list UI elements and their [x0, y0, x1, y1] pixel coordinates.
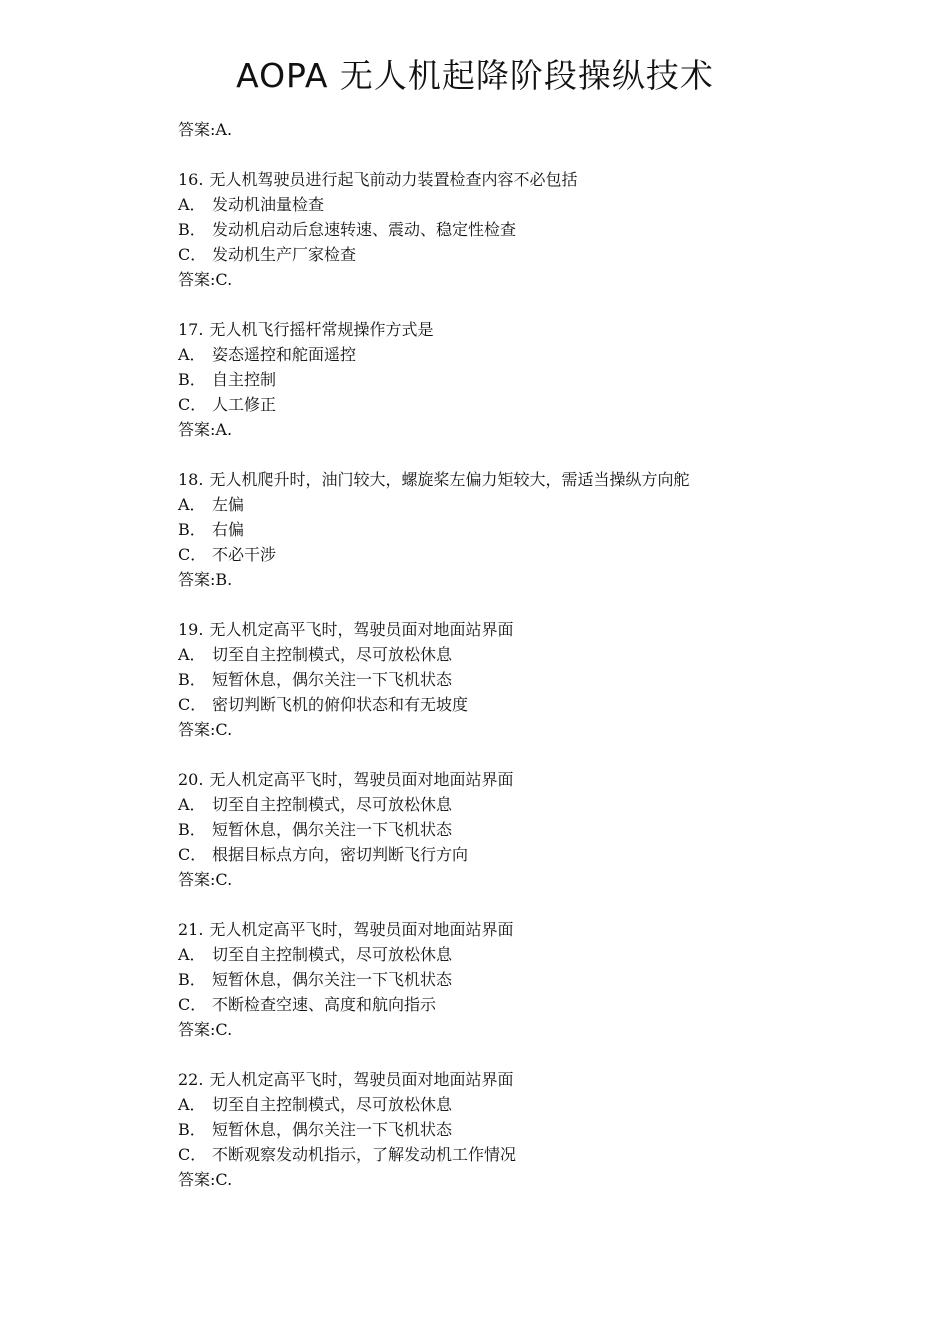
option-b: [178, 217, 878, 242]
option-text: 切至自主控制模式，尽可放松休息: [212, 645, 453, 664]
question-stem: [178, 317, 878, 342]
option-a: [178, 192, 878, 217]
option-a: [178, 342, 878, 367]
question-stem: [178, 617, 878, 642]
option-c: [178, 1142, 878, 1167]
option-letter: B．: [178, 820, 206, 839]
option-a: [178, 1092, 878, 1117]
document-body: [178, 117, 878, 1192]
answer-line: 答案:B.: [178, 570, 233, 589]
question-stem: [178, 767, 878, 792]
option-b: [178, 1117, 878, 1142]
option-c: [178, 992, 878, 1017]
option-text: 左偏: [212, 495, 245, 514]
option-letter: A．: [178, 945, 206, 964]
option-a: [178, 942, 878, 967]
option-a: [178, 492, 878, 517]
answer-line: 答案:C.: [178, 1020, 233, 1039]
leading-answer: 答案:A.: [178, 120, 233, 139]
option-text: 短暂休息，偶尔关注一下飞机状态: [212, 670, 453, 689]
question-17: [178, 317, 878, 442]
option-c: [178, 842, 878, 867]
option-letter: A．: [178, 795, 206, 814]
question-number: 19.: [178, 620, 204, 639]
option-text: 不断检查空速、高度和航向指示: [212, 995, 437, 1014]
question-22: [178, 1067, 878, 1192]
option-letter: A．: [178, 495, 206, 514]
question-text: 无人机定高平飞时，驾驶员面对地面站界面: [209, 770, 514, 789]
option-c: [178, 542, 878, 567]
option-letter: B．: [178, 970, 206, 989]
option-letter: A．: [178, 1095, 206, 1114]
question-number: 18.: [178, 470, 204, 489]
option-text: 自主控制: [212, 370, 277, 389]
answer-line: 答案:C.: [178, 870, 233, 889]
option-text: 切至自主控制模式，尽可放松休息: [212, 795, 453, 814]
question-stem: [178, 167, 878, 192]
option-text: 短暂休息，偶尔关注一下飞机状态: [212, 1120, 453, 1139]
question-number: 22.: [178, 1070, 204, 1089]
question-text: 无人机驾驶员进行起飞前动力装置检查内容不必包括: [209, 170, 578, 189]
option-letter: B．: [178, 220, 206, 239]
option-c: [178, 392, 878, 417]
option-letter: C．: [178, 1145, 207, 1164]
answer-line: 答案:C.: [178, 720, 233, 739]
option-text: 发动机油量检查: [212, 195, 325, 214]
question-text: 无人机爬升时，油门较大，螺旋桨左偏力矩较大，需适当操纵方向舵: [209, 470, 690, 489]
option-text: 根据目标点方向，密切判断飞行方向: [212, 845, 469, 864]
answer-line: 答案:C.: [178, 1170, 233, 1189]
page-title: AOPA 无人机起降阶段操纵技术: [236, 56, 714, 95]
option-letter: C．: [178, 695, 207, 714]
option-text: 姿态遥控和舵面遥控: [212, 345, 357, 364]
option-b: [178, 517, 878, 542]
option-text: 切至自主控制模式，尽可放松休息: [212, 1095, 453, 1114]
option-letter: A．: [178, 345, 206, 364]
option-letter: A．: [178, 195, 206, 214]
question-16: [178, 167, 878, 292]
option-text: 发动机生产厂家检查: [212, 245, 357, 264]
question-number: 16.: [178, 170, 204, 189]
option-c: [178, 692, 878, 717]
option-text: 右偏: [212, 520, 245, 539]
question-text: 无人机飞行摇杆常规操作方式是: [209, 320, 434, 339]
option-text: 人工修正: [212, 395, 277, 414]
question-number: 20.: [178, 770, 204, 789]
option-letter: C．: [178, 245, 207, 264]
option-b: [178, 817, 878, 842]
option-letter: B．: [178, 520, 206, 539]
option-text: 密切判断飞机的俯仰状态和有无坡度: [212, 695, 469, 714]
option-letter: C．: [178, 845, 207, 864]
question-19: [178, 617, 878, 742]
option-letter: C．: [178, 995, 207, 1014]
option-letter: B．: [178, 670, 206, 689]
question-number: 21.: [178, 920, 204, 939]
question-20: [178, 767, 878, 892]
option-letter: C．: [178, 395, 207, 414]
question-number: 17.: [178, 320, 204, 339]
question-text: 无人机定高平飞时，驾驶员面对地面站界面: [209, 620, 514, 639]
question-stem: [178, 917, 878, 942]
option-a: [178, 642, 878, 667]
option-b: [178, 967, 878, 992]
option-text: 不必干涉: [212, 545, 277, 564]
option-b: [178, 367, 878, 392]
option-text: 不断观察发动机指示，了解发动机工作情况: [212, 1145, 517, 1164]
option-letter: A．: [178, 645, 206, 664]
option-text: 切至自主控制模式，尽可放松休息: [212, 945, 453, 964]
question-18: [178, 467, 878, 592]
question-21: [178, 917, 878, 1042]
question-text: 无人机定高平飞时，驾驶员面对地面站界面: [209, 1070, 514, 1089]
answer-line: 答案:A.: [178, 420, 233, 439]
option-b: [178, 667, 878, 692]
question-stem: [178, 467, 878, 492]
question-text: 无人机定高平飞时，驾驶员面对地面站界面: [209, 920, 514, 939]
option-text: 短暂休息，偶尔关注一下飞机状态: [212, 820, 453, 839]
option-letter: B．: [178, 370, 206, 389]
answer-line: 答案:C.: [178, 270, 233, 289]
option-text: 发动机启动后怠速转速、震动、稳定性检查: [212, 220, 517, 239]
option-letter: B．: [178, 1120, 206, 1139]
question-stem: [178, 1067, 878, 1092]
option-c: [178, 242, 878, 267]
option-letter: C．: [178, 545, 207, 564]
option-a: [178, 792, 878, 817]
option-text: 短暂休息，偶尔关注一下飞机状态: [212, 970, 453, 989]
